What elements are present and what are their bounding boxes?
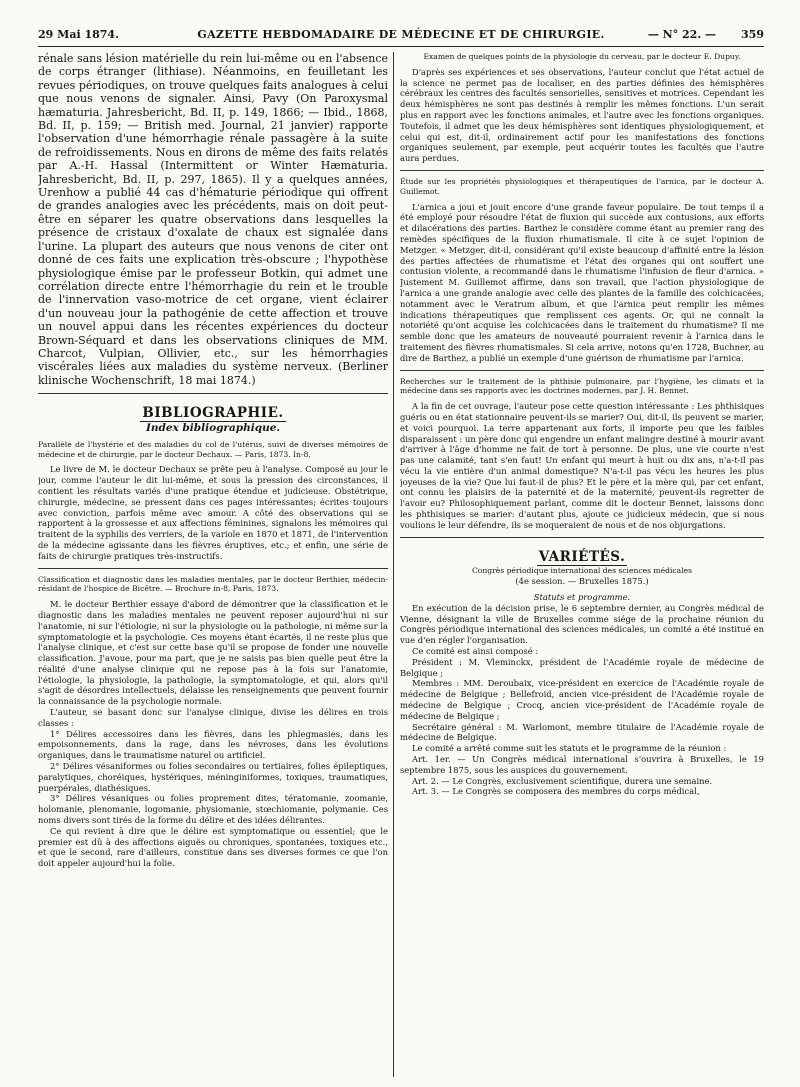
section-title-bibliographie: BIBLIOGRAPHIE. — [142, 405, 284, 422]
journal-title: GAZETTE HEBDOMADAIRE DE MÉDECINE ET DE CHIRURGIE. — [197, 28, 605, 41]
entry-divider — [38, 568, 388, 569]
statuts-title: Statuts et programme. — [533, 592, 631, 603]
list-item: 3° Délires vésaniques ou folies proprement dites, tératomanie, zoomanie, holomanie, plenomanie, logomanie, physiomanie, stœchiomanie, polymanie. Ces noms divers sont tirés de la forme du délire et des idées délirantes. — [38, 793, 388, 826]
list-item: 1° Délires accessoires dans les fièvres, dans les phlegmasies, dans les empoisonnements, dans la rage, dans les névroses, dans les évolutions organiques, dans le traumatisme naturel ou artificiel. — [38, 728, 388, 761]
body-text: Le comité a arrêté comme suit les statuts et le programme de la réunion : — [412, 743, 727, 754]
committee-members: Membres : MM. Deroubaix, vice-président en exercice de l'Académie royale de médecine de Belgique ; Bellefroid, ancien vice-président de l'Académie royale de médecine de Belgique ; Crocq, ancien vice-président de l'Académie royale de médecine de Belgique ; — [400, 678, 764, 721]
body-text: Ce comité est ainsi composé : — [412, 646, 539, 657]
entry-text: Ce qui revient à dire que le délire est symptomatique ou essentiel; que le premier est dû à des affections aiguës ou chroniques, spontanées, toxiques etc., et que le second, rare d'ailleurs, constitue dans ses diverses formes ce que l'on doit appeler aujourd'hui la folie. — [38, 825, 388, 869]
article: Art. 1er. — Un Congrès médical international s'ouvrira à Bruxelles, le 19 septembre 1875, sous les auspices du gouvernement. — [400, 754, 764, 775]
body-text: En exécution de la décision prise, le 6 septembre dernier, au Congrès médical de Vienne, désignant la ville de Bruxelles comme siége de la prochaine réunion du Congrès périodique international des sciences médicales, un comité a été institué en vue d'en régler l'organisation. — [400, 602, 764, 646]
article: Art. 3. — Le Congrès se composera des membres du corps médical, — [412, 786, 700, 797]
entry-heading: Parallèle de l'hystérie et des maladies du col de l'utérus, suivi de diverses mémoires de médecine et de chirurgie, par le docteur Dechaux. — Paris, 1873. In-8. — [38, 439, 388, 459]
entry-text: M. le docteur Berthier essaye d'abord de démontrer que la classification et le diagnostic dans les maladies mentales ne peuvent reposer aujourd'hui ni sur l'anatomie, ni sur l'étiologie, ni sur la physiologie ou la pathologie, ni même sur la symptomatologie et la psychologie. Ces moyens étant écartés, il ne reste plus que l'analyse clinique, et c'est sur cette base qu'il se propose de fonder une nouvelle classification. J'avoue, pour ma part, que je ne saisis pas bien quelle peut être la réalité d'une analyse clinique qui ne repose pas à la fois sur l'anatomie, l'étiologie, la physiologie, la pathologie, la symptomatologie, et qui, alors qu'il s'agit de désordres intellectuels, délaisse les renseignements que peuvent fournir la connaissance de la psychologie normale. — [38, 599, 388, 707]
committee-president: Président : M. Vleminckx, président de l'Académie royale de médecine de Belgique ; — [400, 656, 764, 678]
entry-text: Le livre de M. le docteur Dechaux se prête peu à l'analyse. Composé au jour le jour, comme l'auteur le dit lui-même, et sous la pression des circonstances, il contient les résultats variés d'une pratique étendue et judicieuse. Obstétrique, chirurgie, médecine, se pressent dans ces pages intéressantes; écrites toujours avec conviction, parfois même avec amour. A côté des observations qui se rapportent à la grossesse et aux affections féminines, signalons les mémoires qui traitent de la syphilis des verriers, de la variole en 1870 et 1871, de l'intervention de la médecine agissante dans les fièvres éruptives, etc.; et enfin, une série de faits de chirurgie pratiques très-instructifs. — [38, 464, 388, 561]
left-column — [38, 52, 388, 1082]
entry-text: D'après ses expériences et ses observations, l'auteur conclut que l'état actuel de la science ne permet pas de localiser, en des parties définies des hémisphères cérébraux les centres des facultés sensorielles, sensitives et motrices. Cependant les deux hémisphères ne sont pas destinés à remplir les mêmes fonctions. L'un serait plus en rapport avec les fonctions animales, et l'autre avec les fonctions organiques. Toutefois, il admet que les deux hémisphères sont identiques physiologiquement, et celui qui est, dit-il, ordinairement actif pour les manifestations des fonctions organiques seulement, par exemple, peut acquérir toutes les facultés que l'autre aura perdues. — [400, 66, 764, 164]
section-title-varietes: VARIÉTÉS. — [538, 548, 626, 565]
entry-text: L'arnica a joui et jouit encore d'une grande faveur populaire. De tout temps il a été employé pour résoudre l'état de fluxion qui succède aux contusions, aux efforts et dilacérations des parties. Barthez le considère comme étant au premier rang des remèdes spécifiques de la fluxion rhumatismale. Il cite à ce sujet l'opinion de Metzger. « Metzger, dit-il, considérant qu'il existe beaucoup d'affinité entre la lésion des parties affectées de rhumatisme et l'état des organes qui ont souffert une contusion violente, a recommandé dans le rhumatisme l'infusion de fleur d'arnica. » Justement M. Guillemot affirme, dans son travail, que l'action physiologique de l'arnica a une grande analogie avec celle des plantes de la famille des colchicacées, notamment avec le Veratrum album, et que l'arnica peut remplir les mêmes indications thérapeutiques que remplissent ces agents. Or, qui ne connaît la notoriété qu'ont acquise les colchicacées dans le traitement du rhumatisme? Il me semble donc que les amateurs de nouveauté pourraient revenir à l'arnica dans le traitement des fièvres rhumatismales. Si cela arrive, notons qu'en 1728, Buchner, au dire de Barthez, a publié un exemple d'une guérison de rhumatisme par l'arnica. — [400, 201, 764, 363]
section-divider — [38, 393, 388, 394]
issue-date: 29 Mai 1874. — [38, 28, 119, 41]
entry-text: A la fin de cet ouvrage, l'auteur pose cette question intéressante : Les phthisiques guéris ou en état stationnaire peuvent-ils se marier? Oui, dit-il, ils peuvent se marier, et voici pourquoi. La terre appartenant aux forts, il importe peu que les faibles disparaissent : un père donc qui engendre un enfant malingre destiné à mourir avant d'arriver à l'âge d'homme ne fait de tort à personne. De plus, une vie courte n'est pas une calamité, tant s'en faut! Un enfant qui meurt à huit ou dix ans, n'a-t-il pas vécu la vie entière d'un animal domestique? N'a-t-il pas vécu les heures les plus joyeuses de la vie? Que lui faut-il de plus? Et le père et la mère qui, par cet enfant, ont connu les plaisirs de la paternité et de la maternité, peuvent-ils regretter de l'avoir eu? Philosophiquement parlant, comme dit le docteur Bennet, laissons donc les phthisiques se marier: d'autant plus, ajoute ce judicieux médecin, que si nous voulions le leur défendre, ils se moqueraient de nous et de nos objurgations. — [400, 401, 764, 530]
article: Art. 2. — Le Congrès, exclusivement scientifique, durera une semaine. — [412, 775, 713, 786]
section-divider — [400, 537, 764, 538]
list-item: 2° Délires vésaniformes ou folies secondaires ou tertiaires, folies épileptiques, paralytiques, choréiques, hystériques, méninginiformes, toxiques, traumatiques, puerpérales, diathésiques. — [38, 761, 388, 793]
entry-heading: Recherches sur le traitement de la phthisie pulmonaire, par l'hygiène, les climats et la médecine dans ses rapports avec les doctrines modernes, par J. H. Bennet. — [400, 376, 764, 396]
issue-number: — N° 22. — — [647, 28, 716, 41]
congress-title: Congrès périodique international des sciences médicales — [472, 566, 692, 576]
right-column — [400, 52, 764, 1082]
intro-paragraph: rénale sans lésion matérielle du rein lui-même ou en l'absence de corps étranger (lithiase). Néanmoins, en feuilletant les revues périodiques, on trouve quelques faits analogues à celui que nous venons de signaler. Ainsi, Pavy (On Paroxysmal hæmaturia. Jahresbericht, Bd. II, p. 149, 1866; — Ibid., 1868, Bd. II, p. 159; — British med. Journal, 21 janvier) rapporte l'observation d'une hémorrhagie rénale passagère à la suite de refroidissements. Nous en dirons de même des faits relatés par A.-H. Hassal (Intermittent or Winter Hæmaturia. Jahresbericht, Bd. II, p. 297, 1865). Il y a quelques années, Urenhow a publié 44 cas d'hématurie périodique qui offrent de grandes analogies avec les précédents, mais on doit peut-être en séparer les quatre observations dans lesquelles la présence de cristaux d'oxalate de chaux est signalée dans l'urine. La plupart des auteurs que nous venons de citer ont donné de ces faits une explication très-obscure ; l'hypothèse physiologique émise par le professeur Botkin, qui admet une corrélation directe entre l'hémorrhagie du rein et le trouble de l'innervation vaso-motrice de cet organe, vient éclairer d'un nouveau jour la pathogénie de cette affection et trouve un nouvel appui dans les récentes expériences du docteur Brown-Séquard et dans les observations cliniques de MM. Charcot, Vulpian, Ollivier, etc., sur les hémorrhagies viscérales liées aux maladies du système nerveux. (Berliner klinische Wochenschrift, 18 mai 1874.) — [38, 52, 388, 387]
committee-secretary: Secrétaire général : M. Warlomont, membre titulaire de l'Académie royale de médecine de Belgique. — [400, 721, 764, 743]
entry-heading: Examen de quelques points de la physiologie du cerveau, par le docteur E. Dupuy. — [423, 52, 741, 61]
entry-divider — [400, 370, 764, 371]
column-divider — [393, 52, 394, 1077]
entry-heading: Classification et diagnostic dans les maladies mentales, par le docteur Berthier, médecin-résidant de l'hospice de Bicêtre. — Brochure in-8, Paris, 1873. — [38, 574, 388, 594]
section-subtitle: Index bibliographique. — [145, 421, 281, 434]
page-number: 359 — [741, 28, 764, 41]
delire-classes-list — [38, 729, 388, 826]
entry-heading: Étude sur les propriétés physiologiques et thérapeutiques de l'arnica, par le docteur A. Guillemot. — [400, 176, 764, 196]
congress-subtitle: (4e session. — Bruxelles 1875.) — [515, 576, 649, 587]
page-header — [38, 30, 764, 47]
entry-divider — [400, 170, 764, 171]
entry-text: L'auteur, se basant donc sur l'analyse clinique, divise les délires en trois classes : — [38, 707, 388, 728]
